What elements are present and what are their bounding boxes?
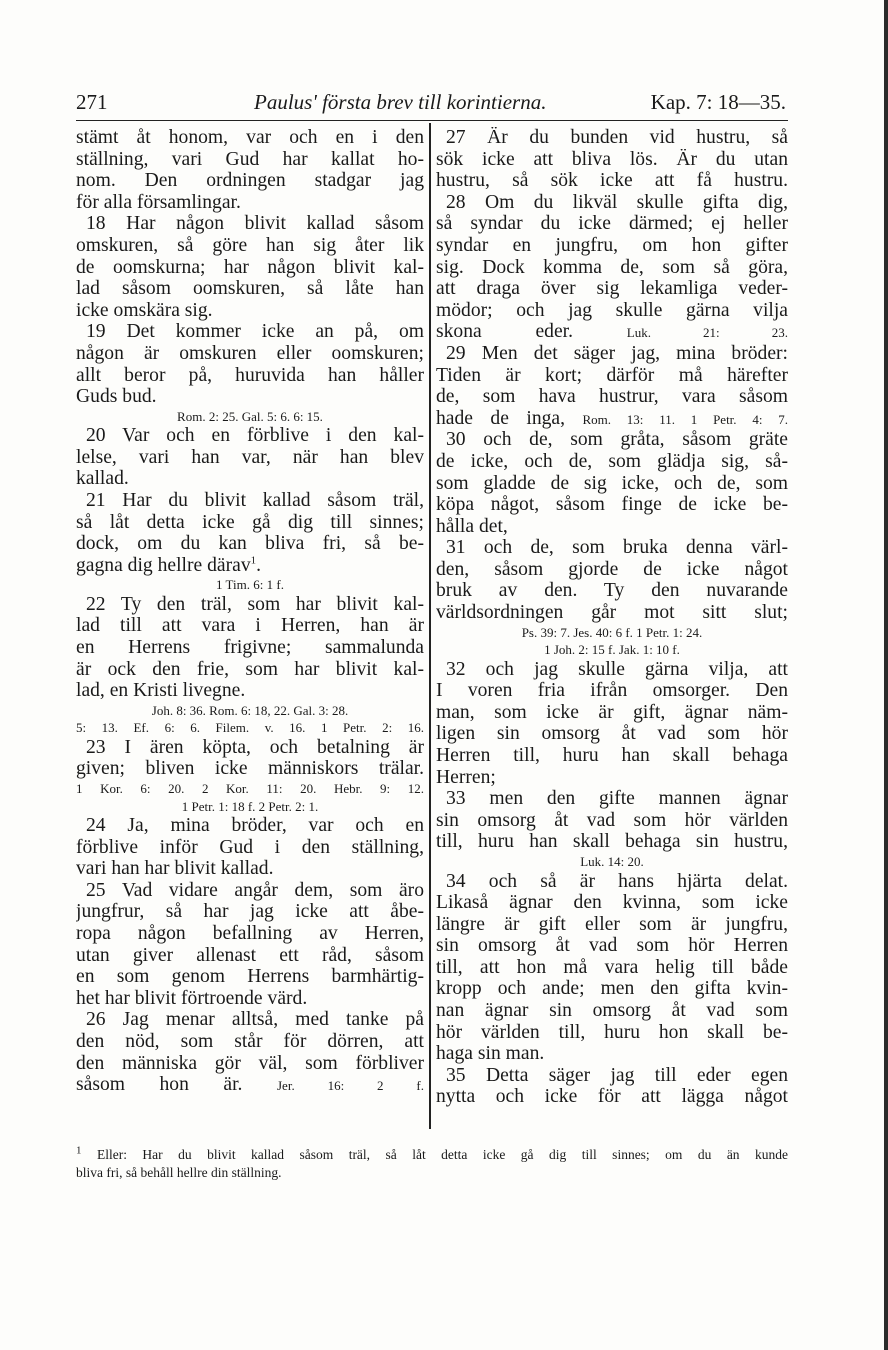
text-line: allt beror på, huruvida han håller — [76, 364, 424, 386]
cross-reference: Luk. 21: 23. — [626, 325, 788, 341]
text-line: världsordningen går mot sitt slut; — [436, 602, 788, 624]
verse-30: 30 och de, som gråta, såsom gräte — [446, 429, 788, 451]
verse-21: 21 Har du blivit kallad såsom träl, — [86, 490, 424, 511]
right-column — [436, 127, 788, 1108]
verse-22: 22 Ty den träl, som har blivit kal- — [86, 593, 424, 615]
text-line: en som genom Herrens barmhärtig- — [76, 966, 424, 988]
text-fragment: skona eder. — [436, 321, 573, 343]
cross-reference: Ps. 39: 7. Jes. 40: 6 f. 1 Petr. 1: 24. — [521, 624, 703, 640]
verse-34: 34 och så är hans hjärta delat. — [446, 870, 788, 892]
text-line: Herren till, huru han skall behaga — [436, 745, 788, 767]
text-line: sig. Dock komma de, som så göra, — [436, 256, 788, 278]
verse-23: 23 I ären köpta, och betalning är — [86, 736, 424, 758]
text-line: jungfrur, så har jag icke att åbe- — [76, 901, 424, 923]
text-line: lelse, vari han var, när han blev — [76, 446, 424, 468]
text-fragment: gagna dig hellre därav — [76, 554, 251, 576]
cross-reference: Rom. 2: 25. Gal. 5: 6. 6: 15. — [177, 408, 323, 424]
verse-29: 29 Men det säger jag, mina bröder: — [446, 342, 788, 364]
text-line: I voren fria ifrån omsorger. Den — [436, 680, 788, 702]
verse-18: 18 Har någon blivit kallad såsom — [86, 213, 424, 235]
page-edge — [884, 0, 888, 1350]
verse-20: 20 Var och en förblive i den kal- — [86, 425, 424, 447]
text-line — [436, 321, 788, 343]
text-line: vari han har blivit kallad. — [76, 858, 274, 880]
text-line: lad, en Kristi livegne. — [76, 680, 246, 702]
text-line: Likaså ägnar den kvinna, som icke — [436, 892, 788, 914]
text-line: Tiden är kort; därför må härefter — [436, 364, 788, 386]
column-divider — [429, 123, 431, 1129]
text-line: hör världen till, huru hon skall be- — [436, 1021, 788, 1043]
cross-reference: 5: 13. Ef. 6: 6. Filem. v. 16. 1 Petr. 2: 16. — [76, 720, 424, 736]
text-fragment: . — [256, 554, 262, 576]
verse-25: 25 Vad vidare angår dem, som äro — [86, 879, 424, 901]
text-line: så syndar du icke därmed; ej heller — [436, 213, 788, 235]
text-line: till, att hon må vara helig till både — [436, 956, 788, 978]
text-line: de icke, och de, som glädja sig, så- — [436, 450, 788, 472]
text-line: så låt detta icke gå dig till sinnes; — [76, 511, 424, 533]
text-line: någon är omskuren eller oomskuren; — [76, 342, 424, 364]
two-column-text — [76, 123, 788, 1133]
text-line: nytta och icke för att lägga något — [436, 1086, 788, 1108]
text-line: som gladde de sig icke, och de, som — [436, 472, 788, 494]
footnote-marker: 1 — [76, 1144, 82, 1157]
chapter-reference: Kap. 7: 18—35. — [650, 90, 786, 114]
verse-33: 33 men den gifte mannen ägnar — [446, 788, 788, 810]
verse-31: 31 och de, som bruka denna värl- — [446, 537, 788, 559]
verse-28: 28 Om du likväl skulle gifta dig, — [446, 191, 788, 213]
text-line: ligen sin omsorg åt vad som hör — [436, 723, 788, 745]
verse-32: 32 och jag skulle gärna vilja, att — [446, 658, 788, 680]
text-line: kropp och ande; men den gifta kvin- — [436, 978, 788, 1000]
text-line: längre är gift eller som är jungfru, — [436, 913, 788, 935]
text-line: köpa något, såsom finge de icke be- — [436, 494, 788, 516]
cross-reference: 1 Tim. 6: 1 f. — [216, 577, 284, 593]
text-line: bruk av den. Ty den nuvarande — [436, 580, 788, 602]
text-fragment: hade de inga, — [436, 407, 566, 429]
cross-reference: 1 Petr. 1: 18 f. 2 Petr. 2: 1. — [181, 798, 319, 814]
footnote-line: bliva fri, så behåll hellre din ställning. — [76, 1165, 282, 1180]
text-line: nan ägnar sin omsorg åt vad som — [436, 1000, 788, 1022]
text-line: mödor; och jag skulle gärna vilja — [436, 299, 788, 321]
text-line: nom. Den ordningen stadgar jag — [76, 170, 424, 192]
cross-reference: Jer. 16: 2 f. — [277, 1078, 424, 1094]
footnote-marker: 1 — [250, 554, 257, 567]
text-line: dock, om du kan bliva fri, så be- — [76, 533, 424, 555]
text-line: given; bliven icke människors trälar. — [76, 758, 424, 780]
cross-reference: Rom. 13: 11. 1 Petr. 4: 7. — [582, 411, 788, 427]
footnote-line — [76, 1146, 788, 1164]
text-line: Herren; — [436, 766, 496, 788]
footnote — [76, 1146, 788, 1182]
text-line: de, som hava hustrur, vara såsom — [436, 386, 788, 408]
text-line: de oomskurna; har någon blivit kal- — [76, 256, 424, 278]
text-line: förblive inför Gud i den ställning, — [76, 836, 424, 858]
text-line: syndar en jungfru, om hon gifter — [436, 234, 788, 256]
running-header — [76, 84, 788, 121]
verse-35: 35 Detta säger jag till eder egen — [446, 1064, 788, 1086]
left-column — [76, 127, 424, 1096]
text-line: hålla det, — [436, 515, 508, 537]
text-line: den människa gör väl, som förbliver — [76, 1052, 424, 1074]
text-line: omskuren, så göre han sig åter lik — [76, 234, 424, 256]
text-line: kallad. — [76, 468, 129, 490]
text-line: stämt åt honom, var och en i den — [76, 127, 424, 148]
cross-reference: 1 Kor. 6: 20. 2 Kor. 11: 20. Hebr. 9: 12. — [76, 781, 424, 797]
verse-27: 27 Är du bunden vid hustru, så — [446, 127, 788, 148]
text-fragment: såsom hon är. — [76, 1074, 243, 1096]
verse-19: 19 Det kommer icke an på, om — [86, 321, 424, 343]
text-line: till, huru han skall behaga sin hustru, — [436, 831, 788, 853]
text-line: sök icke att bliva lös. Är du utan — [436, 148, 788, 170]
text-line: ropa någon befallning av Herren, — [76, 923, 424, 944]
text-line: sin omsorg åt vad som hör Herren — [436, 935, 788, 957]
text-line: för alla församlingar. — [76, 191, 241, 213]
book-page — [76, 84, 788, 1133]
text-line: den, såsom gjorde de icke något — [436, 558, 788, 580]
text-line: man, som icke är gift, ägnar näm- — [436, 701, 788, 723]
text-line: icke omskära sig. — [76, 299, 213, 321]
cross-reference: 1 Joh. 2: 15 f. Jak. 1: 10 f. — [544, 642, 680, 658]
verse-26: 26 Jag menar alltså, med tanke på — [86, 1009, 424, 1031]
text-line — [436, 408, 788, 430]
text-line: den nöd, som står för dörren, att — [76, 1030, 424, 1052]
text-line: att draga över sig lekamliga veder- — [436, 278, 788, 300]
verse-24: 24 Ja, mina bröder, var och en — [86, 815, 424, 837]
book-title: Paulus' första brev till korintierna. — [254, 90, 547, 114]
cross-reference: Luk. 14: 20. — [580, 854, 644, 869]
text-line: utan giver allenast ett råd, såsom — [76, 944, 424, 966]
text-line: hustru, så sök icke att få hustru. — [436, 170, 788, 192]
text-line — [76, 555, 424, 577]
text-line: lad till att vara i Herren, han är — [76, 615, 424, 637]
text-line: är ock den frie, som har blivit kal- — [76, 658, 424, 680]
text-line: en Herrens frigivne; sammalunda — [76, 637, 424, 659]
text-line: haga sin man. — [436, 1043, 545, 1065]
text-line: het har blivit förtroende värd. — [76, 987, 308, 1009]
cross-reference: Joh. 8: 36. Rom. 6: 18, 22. Gal. 3: 28. — [151, 702, 349, 718]
page-number: 271 — [76, 90, 108, 114]
text-line: Guds bud. — [76, 386, 157, 408]
text-line: lad såsom oomskuren, så låte han — [76, 278, 424, 300]
footnote-text: Eller: Har du blivit kallad såsom träl, så låt detta icke gå dig till sinnes; om du än kunde — [96, 1147, 789, 1162]
text-line — [76, 1074, 424, 1096]
text-line: sin omsorg åt vad som hör världen — [436, 809, 788, 831]
text-line: ställning, vari Gud har kallat ho- — [76, 148, 424, 170]
